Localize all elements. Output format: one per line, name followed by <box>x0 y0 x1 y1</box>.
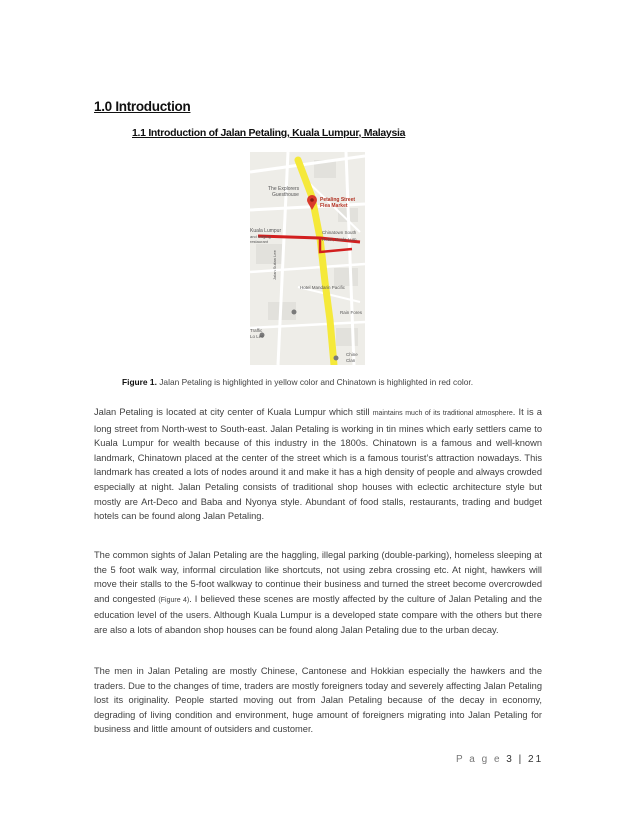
map-label: Rain Fores <box>340 310 363 315</box>
map-figure <box>250 152 365 365</box>
map-label: Traffic <box>250 328 263 333</box>
paragraph-text: The common sights of Jalan Petaling are the haggling, illegal parking (double-parking), homeless sleeping at the 5 foot walk way, informal circulation like shortcuts, not using zebra crossing etc. At night, hawkers will move their stalls to the 5-foot walkway to continue their business and turned the street become overcrowded and congested <box>94 550 542 604</box>
map-label: Clan <box>346 358 356 363</box>
total-pages: 21 <box>528 754 544 765</box>
map-label: restaurant <box>250 239 269 244</box>
page-footer <box>456 754 543 765</box>
map-street-label: Jalan Sultan Lee <box>272 250 277 280</box>
paragraph-text-small: maintains much of its traditional atmosphere <box>372 410 513 417</box>
paragraph-text: The men in Jalan Petaling are mostly Chinese, Cantonese and Hokkian especially the hawkers and the traders. Due to the changes of time, traders are mostly foreigners today and severely affecting Jalan Petaling lost its originality. People started moving out from Jalan Petaling because of the decay in economy, degrading of living condition and environment, huge amount of foreigners migrating into Jalan Petaling for business and little amount of outsiders and customer. <box>94 666 542 735</box>
map-label: Chinatown South <box>322 230 357 235</box>
paragraph <box>94 405 542 524</box>
map-label: and lodging <box>250 234 271 239</box>
caption-text: Jalan Petaling is highlighted in yellow color and Chinatown is highlighted in red color. <box>156 377 474 387</box>
subsection-heading: 1.1 Introduction of Jalan Petaling, Kuala Lumpur, Malaysia <box>132 127 406 139</box>
section-heading: 1.0 Introduction <box>94 99 191 114</box>
map-label: Chine <box>346 352 358 357</box>
map-block <box>256 244 282 264</box>
poi-marker-icon <box>292 310 297 315</box>
map-label: The Explorers <box>268 186 300 192</box>
paragraph-text: . I believed these scenes are mostly affected by the culture of Jalan Petaling and the education level of the users. Although Kuala Lumpur is a developed state compare with the others but there are also a lots of abandon shop houses can be found along Jalan Petaling due to the urban decay. <box>94 593 543 635</box>
page-separator: | <box>518 754 524 765</box>
map-label: Hotel, Kuala Lum <box>322 237 357 242</box>
paragraph <box>94 548 542 638</box>
page-word: P a g e <box>456 754 502 765</box>
map-graphic <box>250 152 365 365</box>
map-label: Petaling Street <box>320 197 356 203</box>
figure-reference: (Figure 4) <box>158 596 190 604</box>
paragraph-text: Jalan Petaling is located at city center of Kuala Lumpur which still <box>94 407 373 417</box>
paragraph <box>94 664 542 737</box>
figure-caption <box>122 377 473 387</box>
paragraph-text: . It is a long street from North-west to South-east. Jalan Petaling is working in tin mines which early settlers came to Kuala Lumpur for wealth because of this industry in the 1800s. Chinatown is a famous and well-known landmark, Chinatown placed at the center of the street which is a famous tourist’s attraction nowadays. This landmark has created a lots of nodes around it and make it has a high density of people and always crowded especially at night. Jalan Petaling consists of traditional shop houses with eclectic architecture style but mostly are Art-Deco and Baba and Nyonya style. Abundant of food stalls, restaurants, trading and budget hotels can be found along Jalan Petaling. <box>94 407 542 522</box>
map-label: Flea Market <box>320 203 348 209</box>
map-block <box>334 268 358 286</box>
poi-marker-icon <box>334 356 339 361</box>
map-label: Hotel Mandarin Pacific <box>300 285 346 290</box>
figure-label: Figure 1. <box>122 377 157 387</box>
map-label: Guesthouse <box>272 192 299 198</box>
map-label: Lo Lee <box>250 334 264 339</box>
map-block <box>336 328 358 346</box>
map-label: Kuala Lumpur <box>250 228 282 234</box>
page-number: 3 <box>506 754 514 765</box>
